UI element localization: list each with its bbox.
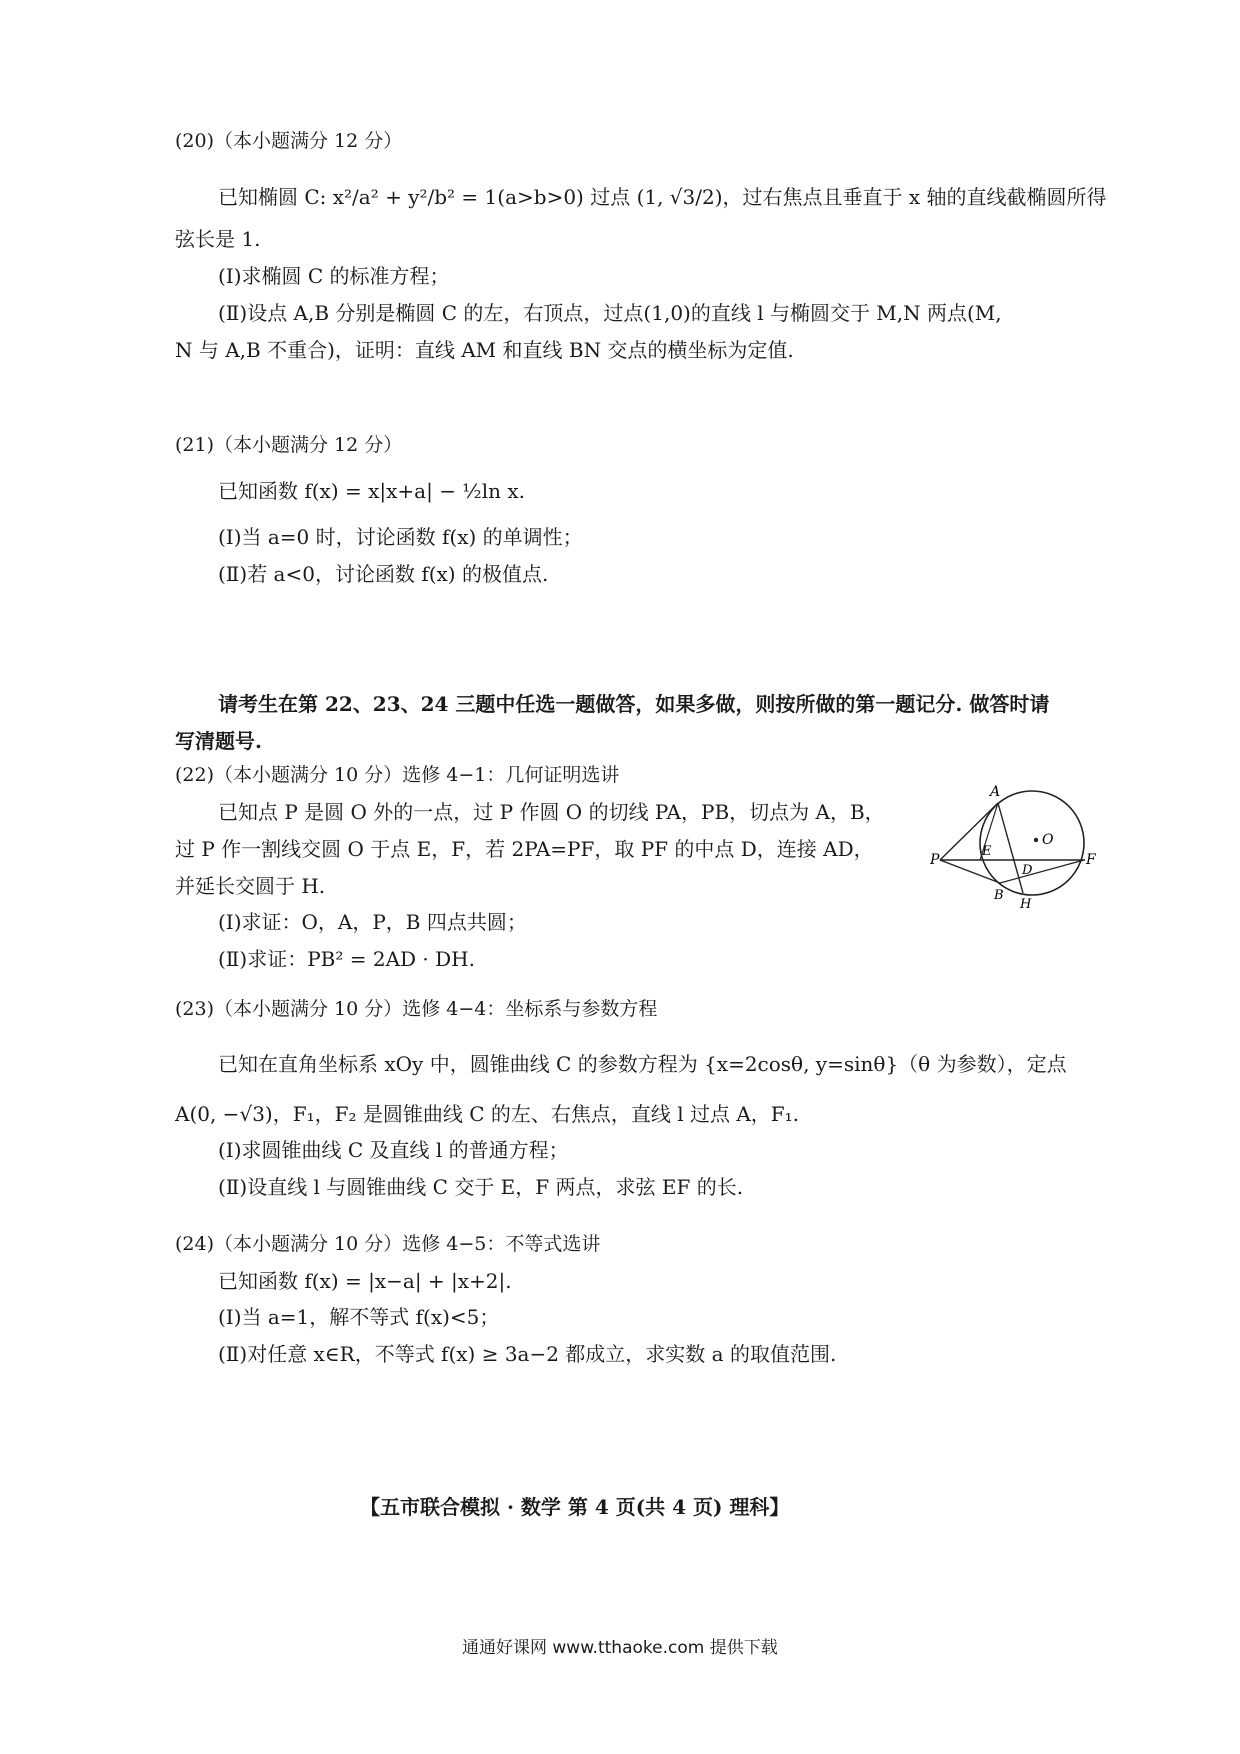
label-f: F (1086, 852, 1096, 868)
q23-part2: (Ⅱ)设直线 l 与圆锥曲线 C 交于 E，F 两点，求弦 EF 的长. (218, 1175, 744, 1199)
download-credit: 通通好课网 www.tthaoke.com 提供下载 (462, 1638, 778, 1658)
center-dot (1034, 838, 1038, 842)
label-d: D (1022, 863, 1033, 878)
chord-bf (1000, 860, 1084, 883)
label-p: P (930, 852, 940, 868)
label-h: H (1020, 897, 1032, 912)
q23-part1: (Ⅰ)求圆锥曲线 C 及直线 l 的普通方程； (218, 1138, 569, 1162)
q24-line1: 已知函数 f(x) = |x−a| + |x+2|. (218, 1269, 512, 1293)
q22-part2: (Ⅱ)求证：PB² = 2AD · DH. (218, 947, 475, 971)
q20-line1: 已知椭圆 C: x²/a² + y²/b² = 1(a>b>0) 过点 (1, √3/2)，过右焦点且垂直于 x 轴的直线截椭圆所得 (218, 185, 1107, 209)
tangent-pb (940, 860, 1000, 883)
notice-line2: 写清题号. (175, 729, 262, 753)
q22-line1: 已知点 P 是圆 O 外的一点，过 P 作圆 O 的切线 PA，PB，切点为 A，B， (218, 800, 885, 824)
q21-title: (21)（本小题满分 12 分） (175, 434, 403, 456)
q20-part2a: (Ⅱ)设点 A,B 分别是椭圆 C 的左，右顶点，过点(1,0)的直线 l 与椭圆交于 M,N 两点(M, (218, 301, 1002, 325)
q23-line1: 已知在直角坐标系 xOy 中，圆锥曲线 C 的参数方程为 {x=2cosθ, y=sinθ}（θ 为参数），定点 (218, 1052, 1067, 1076)
page-footer: 【五市联合模拟 · 数学 第 4 页(共 4 页) 理科】 (360, 1495, 790, 1519)
q20-part1: (Ⅰ)求椭圆 C 的标准方程； (218, 264, 450, 288)
q22-line3: 并延长交圆于 H. (175, 874, 326, 898)
q24-title: (24)（本小题满分 10 分）选修 4−5：不等式选讲 (175, 1233, 601, 1255)
circle-o (980, 791, 1084, 895)
q22-title: (22)（本小题满分 10 分）选修 4−1：几何证明选讲 (175, 764, 620, 786)
q24-part2: (Ⅱ)对任意 x∈R，不等式 f(x) ≥ 3a−2 都成立，求实数 a 的取值范围. (218, 1342, 837, 1366)
q22-line2: 过 P 作一割线交圆 O 于点 E，F，若 2PA=PF，取 PF 的中点 D，连接 AD， (175, 837, 874, 861)
label-e: E (982, 844, 992, 859)
q21-part1: (Ⅰ)当 a=0 时，讨论函数 f(x) 的单调性； (218, 525, 583, 549)
q21-part2: (Ⅱ)若 a<0，讨论函数 f(x) 的极值点. (218, 562, 549, 586)
q23-line2: A(0, −√3)，F₁，F₂ 是圆锥曲线 C 的左、右焦点，直线 l 过点 A，F₁. (175, 1102, 800, 1126)
label-o: O (1042, 832, 1054, 848)
q20-title: (20)（本小题满分 12 分） (175, 130, 403, 152)
q21-line1: 已知函数 f(x) = x|x+a| − ½ln x. (218, 479, 525, 503)
notice-line1: 请考生在第 22、23、24 三题中任选一题做答，如果多做，则按所做的第一题记分. 做答时请 (218, 692, 1050, 716)
label-a: A (990, 784, 1001, 800)
q20-line2: 弦长是 1. (175, 227, 261, 251)
q24-part1: (Ⅰ)当 a=1，解不等式 f(x)<5； (218, 1305, 500, 1329)
q23-title: (23)（本小题满分 10 分）选修 4−4：坐标系与参数方程 (175, 998, 658, 1020)
q20-part2b: N 与 A,B 不重合)，证明：直线 AM 和直线 BN 交点的横坐标为定值. (175, 338, 794, 362)
label-b: B (994, 888, 1004, 903)
q22-part1: (Ⅰ)求证：O，A，P，B 四点共圆； (218, 910, 527, 934)
q22-geometry-figure (930, 780, 1100, 925)
chord-ah (998, 803, 1023, 893)
